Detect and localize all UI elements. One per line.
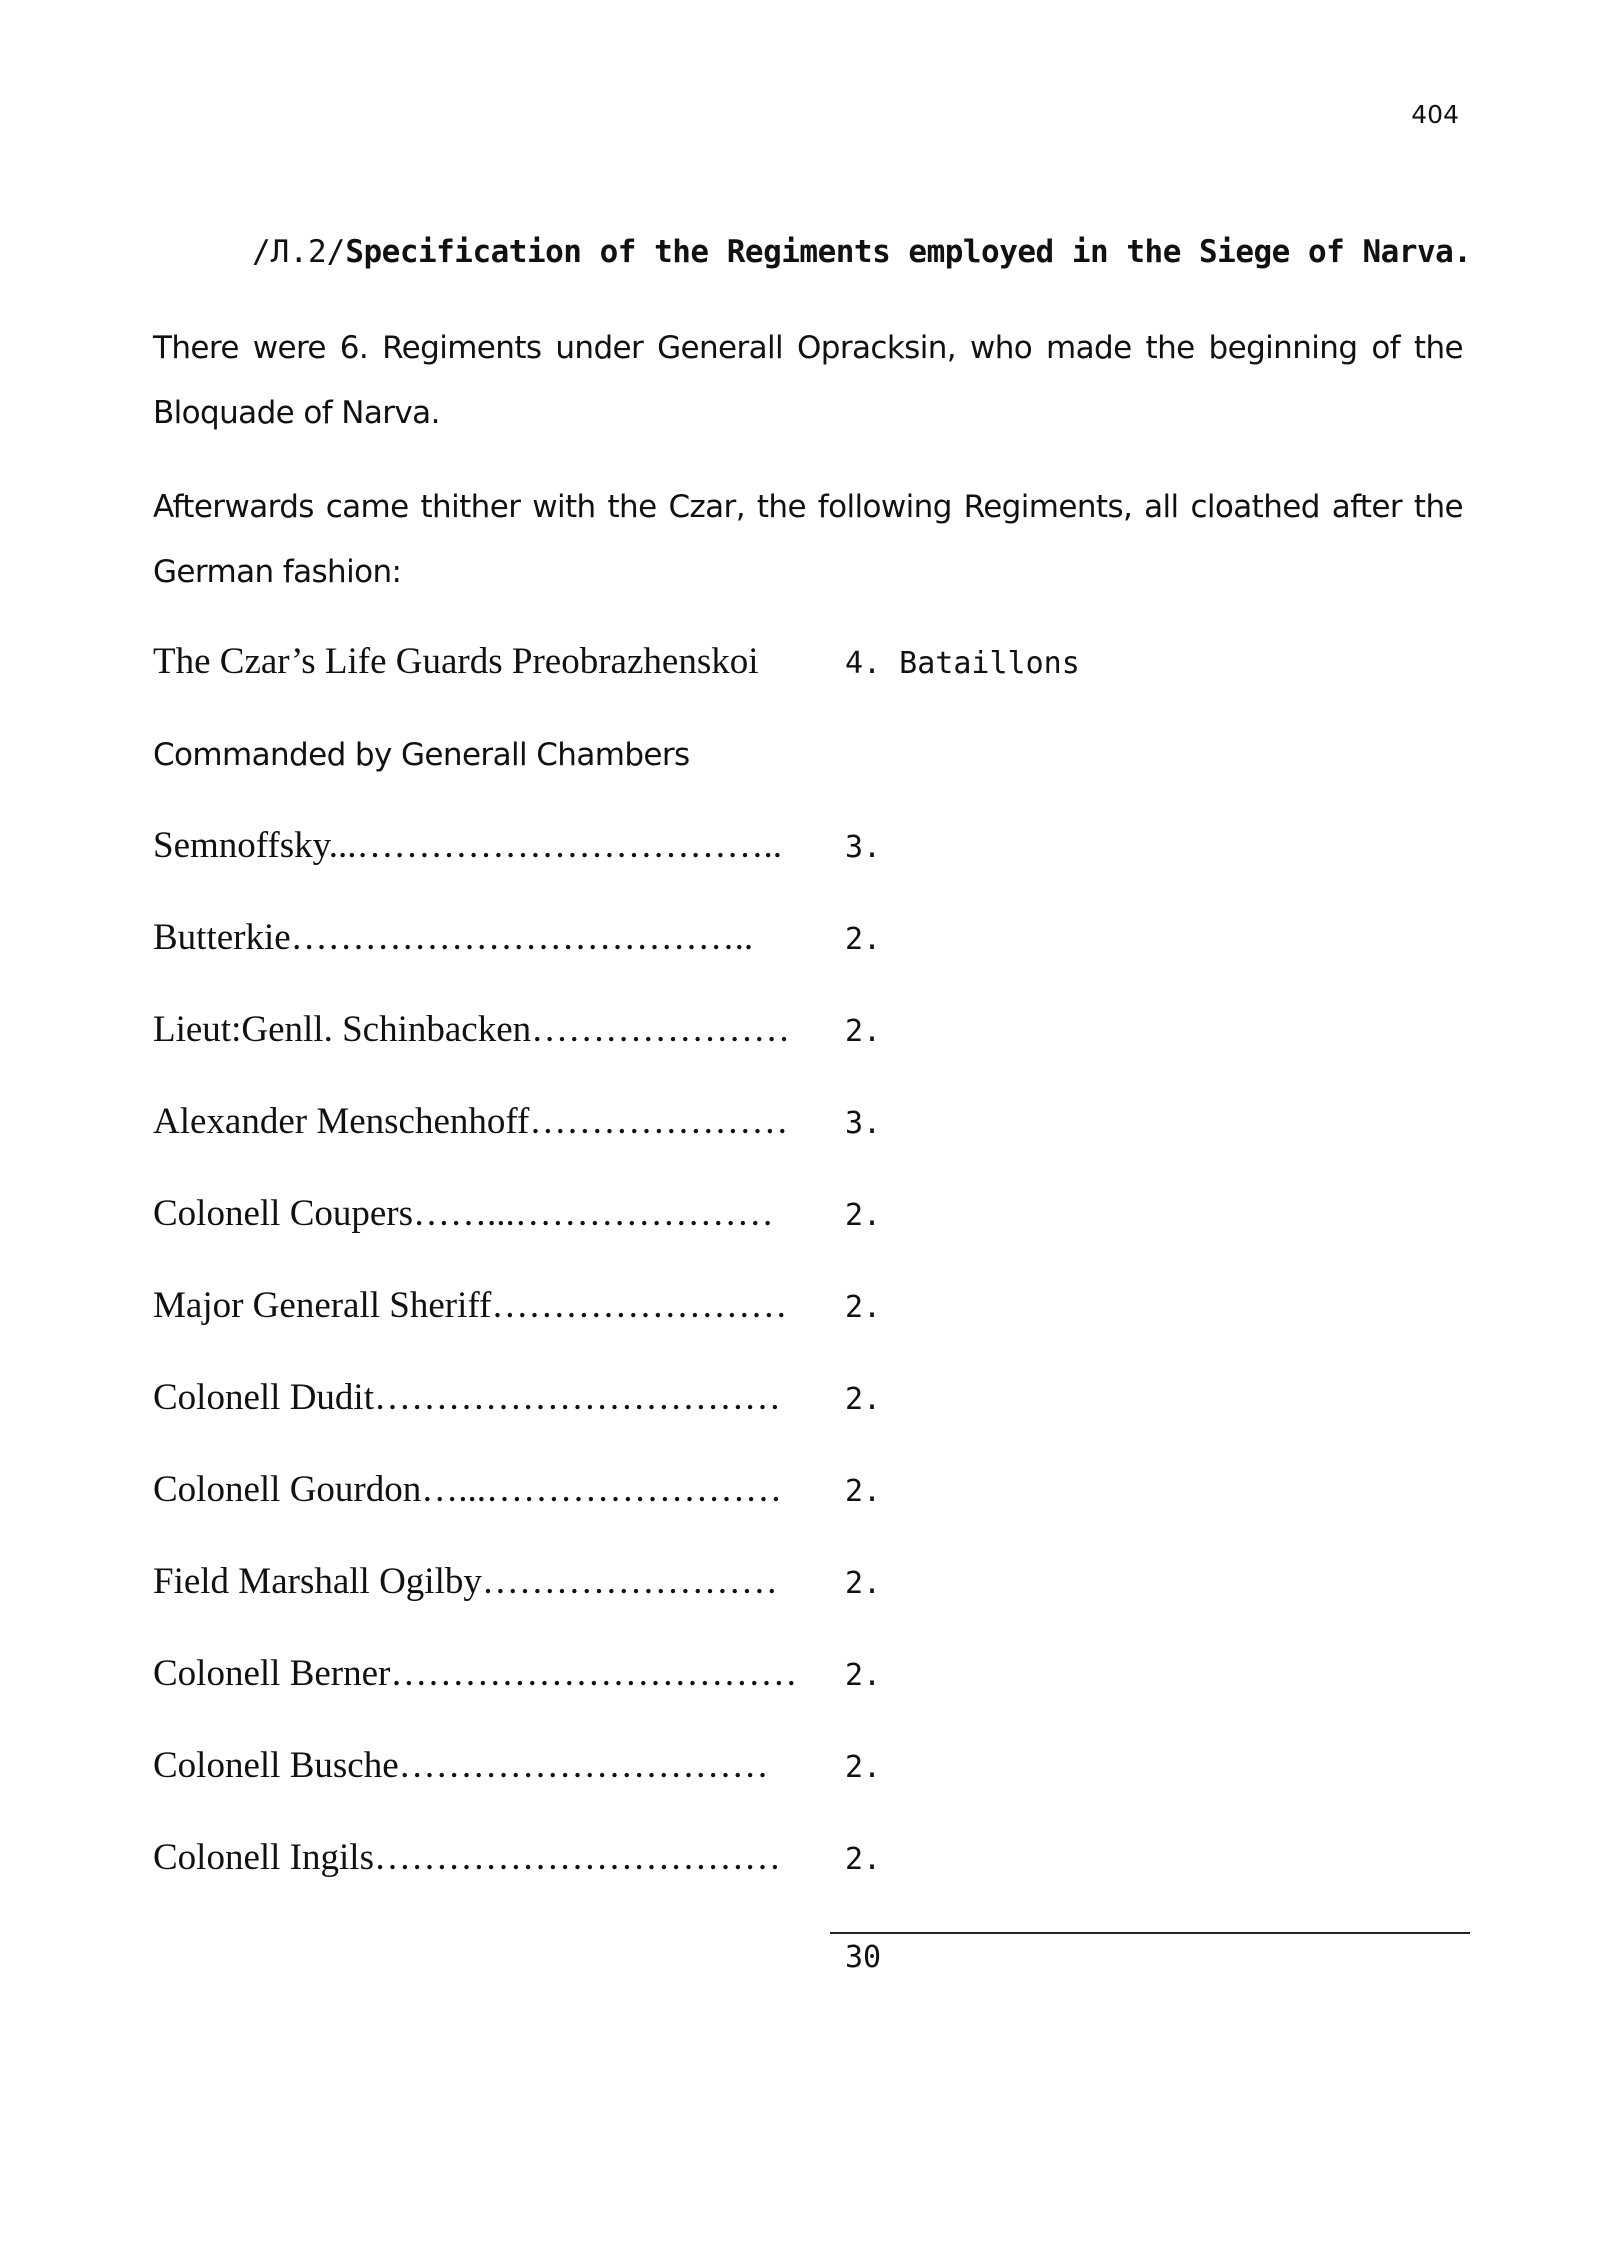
regiment-name: Major Generall Sheriff…………………… xyxy=(153,1285,788,1326)
regiment-row xyxy=(153,1376,1453,1426)
regiment-name: Colonell Ingils…………………………… xyxy=(153,1837,781,1878)
regiment-name: Lieut:Genll. Schinbacken………………… xyxy=(153,1009,791,1050)
heading xyxy=(252,234,1471,270)
regiment-count: 2. xyxy=(845,1566,882,1601)
regiment-row xyxy=(153,1008,1453,1058)
regiment-count: 2. xyxy=(845,1014,882,1049)
regiment-row xyxy=(153,1560,1453,1610)
regiment-name: Field Marshall Ogilby…………………… xyxy=(153,1561,778,1602)
regiment-name: Colonell Dudit…………………………… xyxy=(153,1377,781,1418)
regiment-count: 2. xyxy=(845,1382,882,1417)
regiment-row xyxy=(153,1100,1453,1150)
regiment-row xyxy=(153,1744,1453,1794)
regiment-count: 2. xyxy=(845,922,882,957)
paragraph-bloquade: There were 6. Regiments under Generall Opracksin, who made the beginning of the Bloquade of Narva. xyxy=(153,330,1463,431)
regiment-name: Alexander Menschenhoff………………… xyxy=(153,1101,789,1142)
regiment-count: 3. xyxy=(845,1106,882,1141)
guards-name: The Czar’s Life Guards Preobrazhenskoi xyxy=(153,641,759,682)
regiment-row xyxy=(153,916,1453,966)
regiment-name: Semnoffsky...…………………………….. xyxy=(153,825,782,866)
regiment-count: 3. xyxy=(845,830,882,865)
heading-prefix: /Л.2/ xyxy=(252,234,346,270)
regiment-count: 2. xyxy=(845,1474,882,1509)
regiment-name: Colonell Gourdon…...…………………… xyxy=(153,1469,782,1510)
paragraph-czar-regiments: Afterwards came thither with the Czar, the following Regiments, all cloathed after the German fashion: xyxy=(153,489,1463,590)
regiment-row xyxy=(153,1652,1453,1702)
regiment-name: Colonell Busche………………………… xyxy=(153,1745,769,1786)
guards-count: 4. Bataillons xyxy=(845,646,1080,681)
regiment-row xyxy=(153,1836,1453,1886)
regiment-row xyxy=(153,824,1453,874)
regiment-name: Colonell Berner…………………………… xyxy=(153,1653,798,1694)
regiment-count: 2. xyxy=(845,1290,882,1325)
guards-row xyxy=(153,640,1453,690)
regiment-name: Colonell Coupers……...………………… xyxy=(153,1193,774,1234)
regiment-count: 2. xyxy=(845,1750,882,1785)
page-number: 404 xyxy=(1411,100,1459,129)
regiment-row xyxy=(153,1284,1453,1334)
regiment-row xyxy=(153,1192,1453,1242)
regiment-count: 2. xyxy=(845,1842,882,1877)
regiment-name: Butterkie……………………………….. xyxy=(153,917,754,958)
regiment-count: 2. xyxy=(845,1658,882,1693)
heading-title: Specification of the Regiments employed in the Siege of Narva. xyxy=(345,234,1472,270)
regiment-row xyxy=(153,1468,1453,1518)
total-count: 30 xyxy=(845,1940,882,1975)
commanded-by-line: Commanded by Generall Chambers xyxy=(153,737,690,773)
regiment-count: 2. xyxy=(845,1198,882,1233)
total-rule xyxy=(830,1932,1470,1934)
